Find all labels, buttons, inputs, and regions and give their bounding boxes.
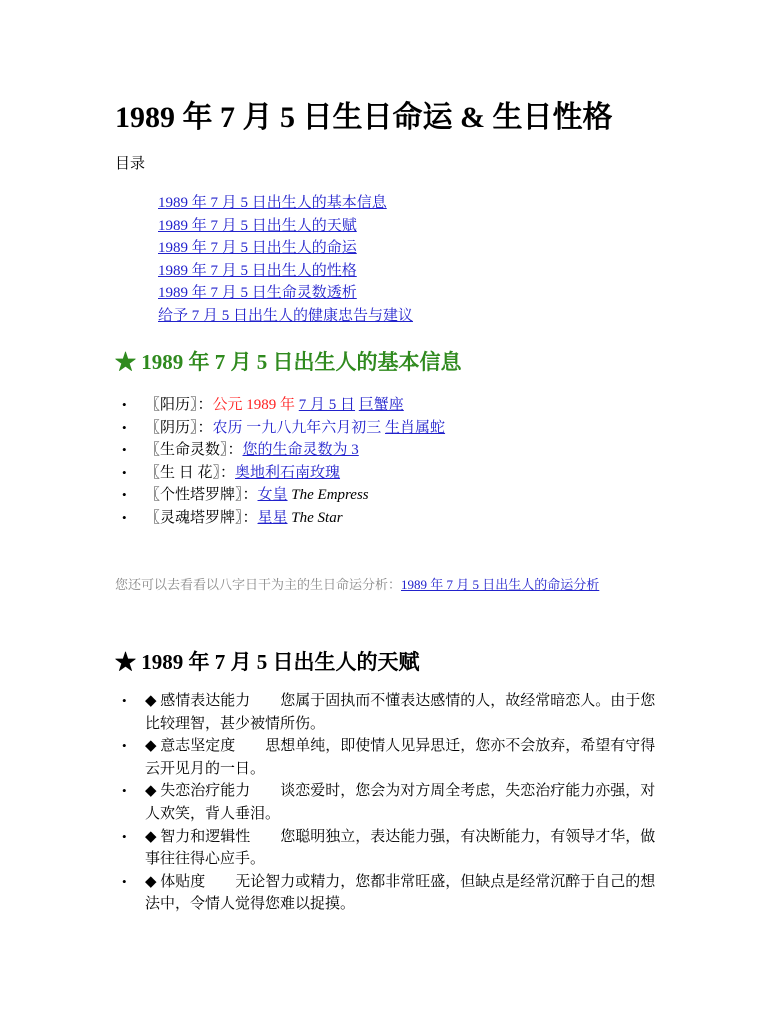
life-number-link[interactable]: 您的生命灵数为 3 bbox=[242, 442, 359, 459]
list-item-life-number bbox=[115, 439, 445, 462]
page-title: 1989 年 7 月 5 日生日命运 & 生日性格 bbox=[115, 101, 613, 134]
toc-link-health-advice[interactable]: 给予 7 月 5 日出生人的健康忠告与建议 bbox=[158, 307, 414, 324]
talent-text: 无论智力或精力，您都非常旺盛，但缺点是经常沉醉于自己的想法中，令情人觉得您难以捉摸。 bbox=[145, 873, 656, 913]
talent-name: ◆ 感情表达能力 bbox=[145, 693, 251, 709]
flower-label: 〖生 日 花〗： bbox=[145, 464, 236, 481]
talent-text: 您聪明独立，表达能力强，有决断能力，有领导才华，做事往往得心应手。 bbox=[145, 828, 656, 868]
talent-name: ◆ 失恋治疗能力 bbox=[145, 783, 251, 800]
talent-name: ◆ 意志坚定度 bbox=[145, 738, 236, 755]
flower-link[interactable]: 奥地利石南玫瑰 bbox=[235, 464, 341, 481]
list-item bbox=[115, 735, 660, 780]
talent-heading: ★ 1989 年 7 月 5 日出生人的天赋 bbox=[115, 650, 420, 674]
talent-text: 思想单纯，即使情人见异思迁，您亦不会放弃，希望有守得云开见月的一日。 bbox=[145, 738, 656, 777]
list-item bbox=[115, 826, 660, 871]
soul-tarot-english: The Star bbox=[291, 509, 343, 526]
personality-tarot-link[interactable]: 女皇 bbox=[257, 487, 288, 504]
toc-item bbox=[158, 192, 413, 215]
toc-item bbox=[158, 215, 413, 238]
list-item-solar bbox=[115, 394, 445, 417]
personality-tarot-label: 〖个性塔罗牌〗： bbox=[145, 487, 258, 504]
table-of-contents bbox=[158, 192, 413, 328]
basic-info-heading: ★ 1989 年 7 月 5 日出生人的基本信息 bbox=[115, 350, 462, 374]
list-item-soul-tarot bbox=[115, 507, 445, 530]
soul-tarot-link[interactable]: 星星 bbox=[257, 509, 288, 526]
toc-item bbox=[158, 305, 413, 328]
chinese-zodiac-link[interactable]: 生肖属蛇 bbox=[385, 419, 446, 436]
destiny-analysis-link[interactable]: 1989 年 7 月 5 日出生人的命运分析 bbox=[401, 577, 600, 592]
list-item-personality-tarot bbox=[115, 484, 445, 507]
toc-item bbox=[158, 282, 413, 305]
talent-text: 谈恋爱时，您会为对方周全考虑，失恋治疗能力亦强，对人欢笑，背人垂泪。 bbox=[145, 783, 656, 822]
list-item bbox=[115, 871, 660, 916]
lunar-label: 〖阴历〗： bbox=[145, 419, 213, 436]
list-item bbox=[115, 690, 660, 735]
talent-list bbox=[115, 690, 660, 916]
lunar-value: 农历 一九八九年六月初三 bbox=[212, 419, 382, 436]
toc-link-talent[interactable]: 1989 年 7 月 5 日出生人的天赋 bbox=[158, 217, 357, 234]
bazi-analysis-note bbox=[115, 565, 655, 605]
note-text: 您还可以去看看以八字日干为主的生日命运分析： bbox=[115, 577, 402, 592]
talent-name: ◆ 智力和逻辑性 bbox=[145, 828, 251, 845]
toc-link-life-number[interactable]: 1989 年 7 月 5 日生命灵数透析 bbox=[158, 285, 357, 302]
toc-label: 目录 bbox=[115, 156, 146, 172]
personality-tarot-english: The Empress bbox=[291, 487, 369, 504]
toc-item bbox=[158, 237, 413, 260]
toc-link-basic-info[interactable]: 1989 年 7 月 5 日出生人的基本信息 bbox=[158, 195, 387, 211]
list-item-birthday-flower bbox=[115, 462, 445, 485]
toc-link-destiny[interactable]: 1989 年 7 月 5 日出生人的命运 bbox=[158, 240, 357, 257]
soul-tarot-label: 〖灵魂塔罗牌〗： bbox=[145, 509, 258, 526]
toc-link-personality[interactable]: 1989 年 7 月 5 日出生人的性格 bbox=[158, 262, 357, 279]
list-item bbox=[115, 780, 660, 825]
basic-info-list bbox=[115, 394, 445, 530]
toc-item bbox=[158, 260, 413, 283]
solar-date-link[interactable]: 7 月 5 日 bbox=[298, 397, 356, 413]
talent-name: ◆ 体贴度 bbox=[145, 873, 206, 890]
life-number-label: 〖生命灵数〗： bbox=[145, 442, 243, 459]
solar-label: 〖阳历〗： bbox=[145, 397, 213, 413]
list-item-lunar bbox=[115, 417, 445, 440]
zodiac-sign-link[interactable]: 巨蟹座 bbox=[358, 397, 404, 413]
solar-value: 公元 1989 年 bbox=[212, 397, 296, 413]
talent-text: 您属于固执而不懂表达感情的人，故经常暗恋人。由于您比较理智，甚少被情所伤。 bbox=[145, 693, 656, 732]
